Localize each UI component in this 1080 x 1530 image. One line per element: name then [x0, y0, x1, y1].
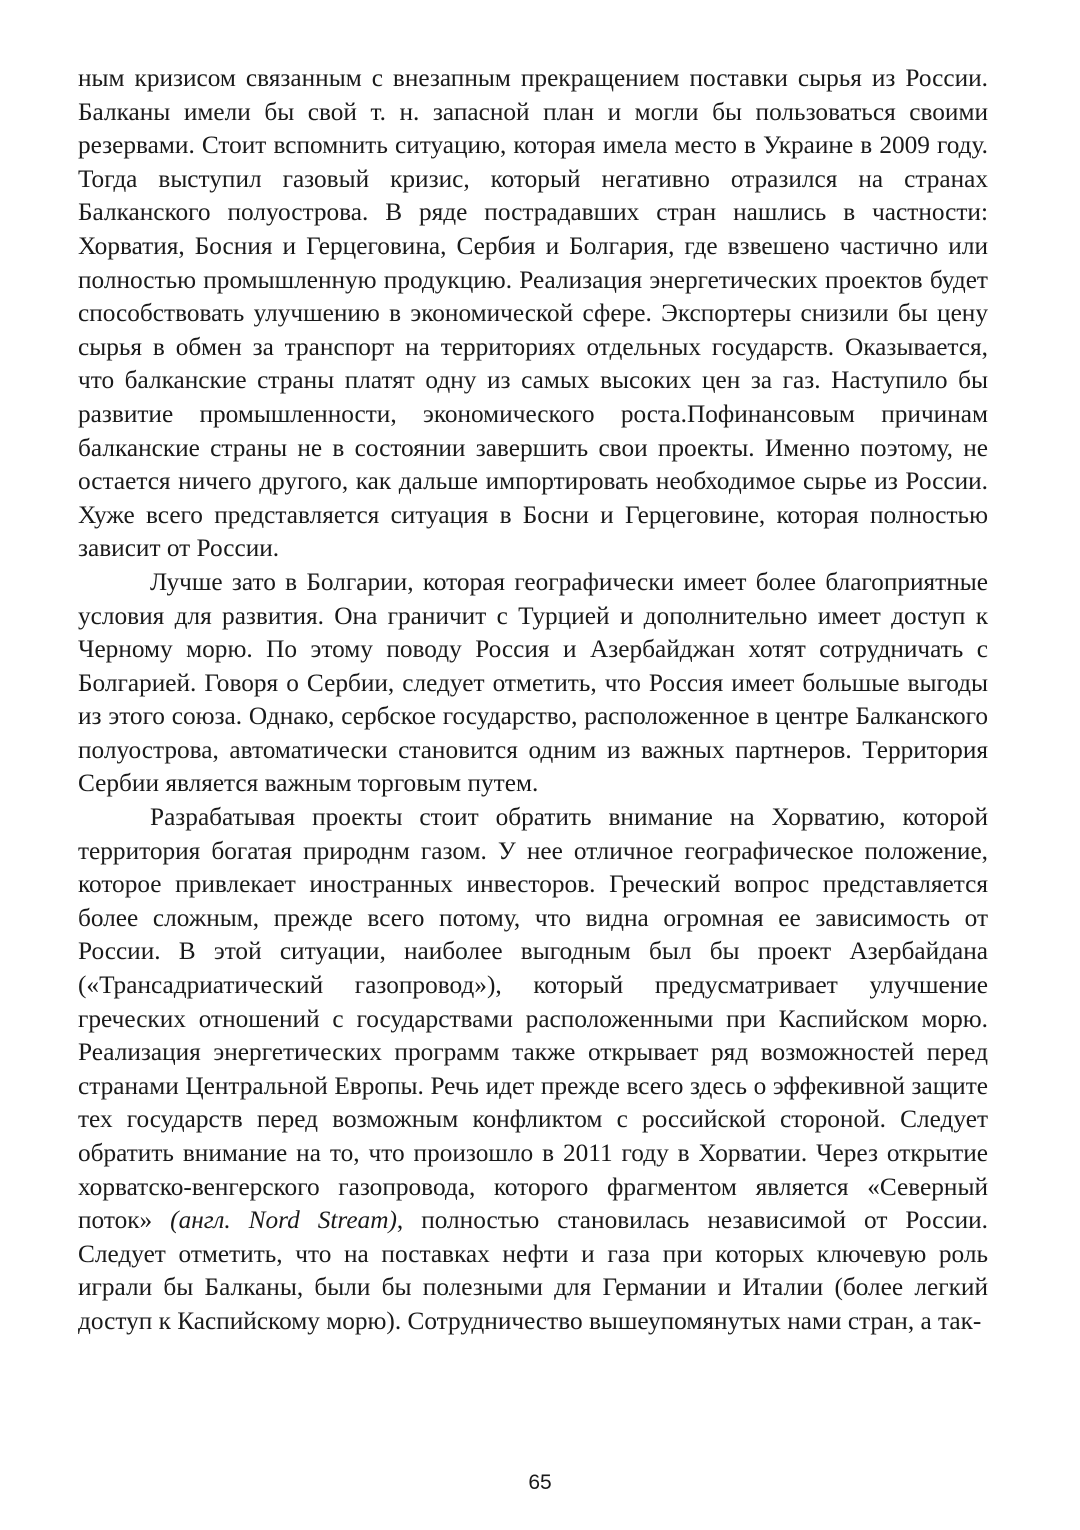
- paragraph-3-text-a: Разрабатывая проекты стоит обратить внимание на Хорватию, которой территория богатая природнм газом. У нее отличное географическое положение, которое привлекает иностранных инвесторов. Греческий вопрос представляется более сложным, прежде всего потому, что видна огромная ее зависимость от России. В этой ситуации, наиболее выгодным был бы проект Азербайдана («Трансадриатический газопровод»), который предусматривает улучшение греческих отношений с государствами расположенными при Каспийском морю. Реализация энергетических программ также открывает ряд возможностей перед странами Центральной Европы. Речь идет прежде всего здесь о эффекивной защите тех государств перед возможным конфликтом с российской стороной. Следует обратить внимание на то, что произошло в 2011 году в Хорватии. Через открытие хорватско-венгерского газопровода, которого фрагментом является «Северный поток»: [78, 803, 988, 1235]
- page-number: 65: [528, 1471, 552, 1494]
- paragraph-1: ным кризисом связанным с внезапным прекращением поставки сырья из России. Балканы имели бы свой т. н. запасной план и могли бы пользоваться своими резервами. Стоит вспомнить ситуацию, которая имела место в Украине в 2009 году. Тогда выступил газовый кризис, который негативно отразился на странах Балканского полуострова. В ряде пострадавших стран нашлись в частности: Хорватия, Босния и Герцеговина, Сербия и Болгария, где взвешено частично или полностью промышленную продукцию. Реализация энергетических проектов будет способствовать улучшению в экономической сфере. Экспортеры снизили бы цену сырья в обмен за транспорт на территориях отдельных государств. Оказывается, что балканские страны платят одну из самых высоких цен за газ. Наступило бы развитие промышленности, экономического роста.Пофинансовым причинам балканские страны не в состоянии завершить свои проекты. Именно поэтому, не остается ничего другого, как дальше импортировать необходимое сырье из России. Хуже всего представляется ситуация в Босни и Герцеговине, которая полностью зависит от России.: [78, 64, 988, 563]
- paragraph-2: Лучше зато в Болгарии, которая географически имеет более благоприятные условия для развития. Она граничит с Турцией и дополнительно имеет доступ к Черному морю. По этому поводу Россия и Азербайджан хотят сотрудничать с Болгарией. Говоря о Сербии, следует отметить, что Россия имеет большые выгоды из этого союза. Однако, сербское государство, расположенное в центре Балканского полуострова, автоматически становится одним из важных партнеров. Территория Сербии является важным торговым путем.: [78, 567, 988, 798]
- paragraph-3-italic-term: (англ. Nord Stream): [170, 1206, 397, 1235]
- page-body: [78, 62, 988, 1339]
- paragraph-3: [78, 801, 988, 1339]
- paragraph-3-text-b: , полностью становилась независимой от России. Следует отметить, что на поставках нефти и газа при которых ключевую роль играли бы Балканы, были бы полезными для Германии и Италии (более легкий доступ к Каспийскому морю). Сотрудничество вышеупомянутых нами стран, а так-: [78, 1206, 988, 1335]
